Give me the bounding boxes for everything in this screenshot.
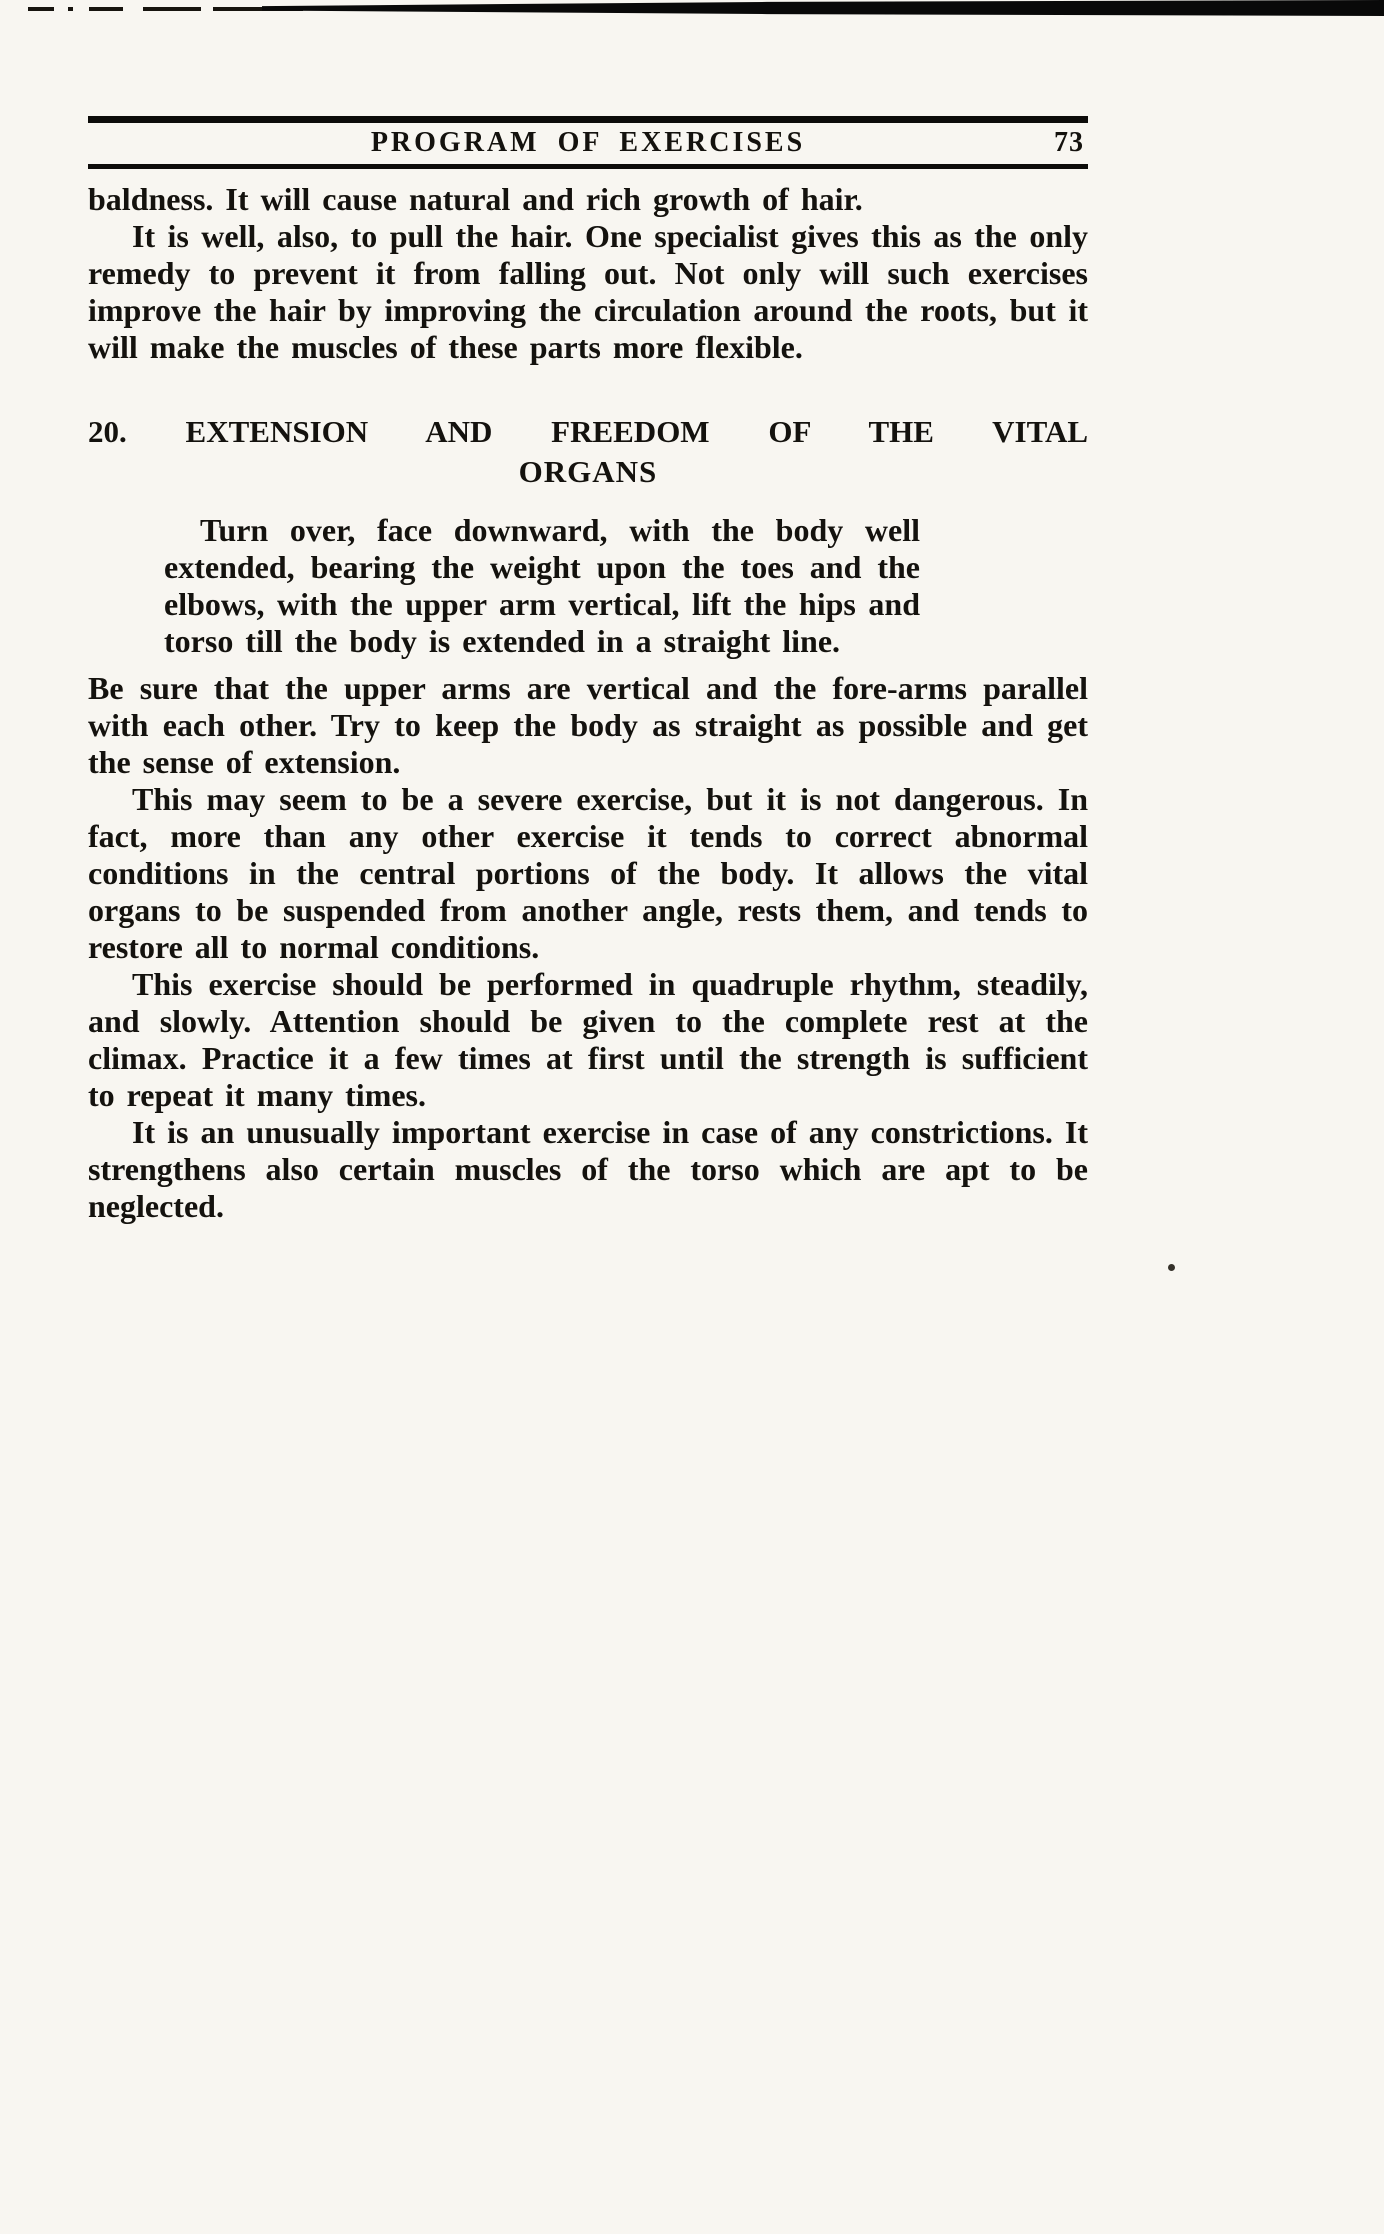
paragraph: It is well, also, to pull the hair. One specialist gives this as the only remedy to prevent it from falling out. Not only will such exercises improve the hair by improving the circulation around the roots, but it will make the muscles of these parts more flexible. [88, 218, 1088, 365]
section-title-line1: EXTENSION AND FREEDOM OF THE VITAL [185, 414, 1089, 449]
exercise-instruction-block: Turn over, face downward, with the body well extended, bearing the weight upon the toes and the elbows, with the upper arm vertical, lift the hips and torso till the body is extended in a straight line. [164, 512, 920, 659]
section-title-line2: ORGANS [518, 454, 658, 489]
section-heading-line1 [88, 412, 1088, 452]
scan-artifact-bar [262, 0, 1384, 16]
paragraph: This exercise should be performed in quadruple rhythm, steadily, and slowly. Attention should be given to the complete rest at the climax. Practice it a few times at first until the strength is sufficient to repeat it many times. [88, 966, 1088, 1113]
page-number: 73 [1054, 127, 1084, 158]
page-header-title: PROGRAM OF EXERCISES [370, 127, 806, 158]
section-number: 20. [88, 414, 127, 449]
body-text [88, 181, 1088, 1225]
page-header [88, 123, 1088, 164]
paragraph: This may seem to be a severe exercise, but it is not dangerous. In fact, more than any other exercise it tends to correct abnormal conditions in the central portions of the body. It allows the vital organs to be suspended from another angle, rests them, and tends to restore all to normal conditions. [88, 781, 1088, 965]
header-rule-bottom [88, 164, 1088, 169]
paragraph: It is an unusually important exercise in case of any constrictions. It strengthens also certain muscles of the torso which are apt to be neglected. [88, 1114, 1088, 1224]
paragraph: Be sure that the upper arms are vertical and the fore-arms parallel with each other. Try to keep the body as straight as possible and get the sense of extension. [88, 670, 1088, 780]
scan-artifact-dashes [28, 5, 303, 11]
scan-artifact-dot [1168, 1264, 1175, 1271]
header-rule-top [88, 116, 1088, 123]
paragraph: baldness. It will cause natural and rich growth of hair. [88, 181, 863, 217]
section-heading [88, 412, 1088, 492]
text-column [88, 116, 1088, 1225]
